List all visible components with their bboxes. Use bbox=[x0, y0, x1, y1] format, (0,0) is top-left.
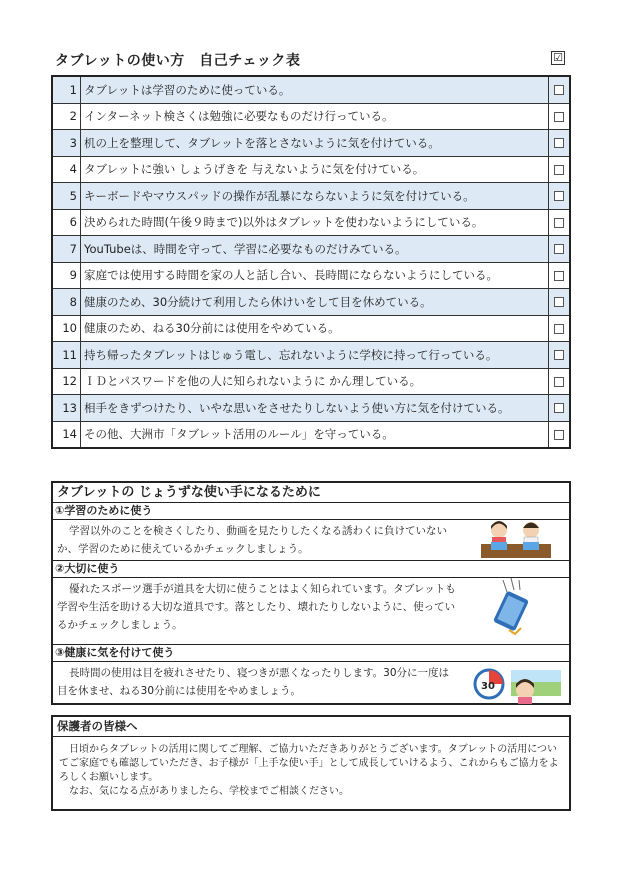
checklist-row bbox=[52, 236, 570, 263]
checklist-row bbox=[52, 289, 570, 316]
parents-notice-box bbox=[51, 715, 571, 811]
checklist-text: 相手をきずつけたり、いやな思いをさせたりしないよう使い方に気を付けている。 bbox=[81, 395, 549, 422]
checklist-row bbox=[52, 315, 570, 342]
parents-paragraph-2: なお、気になる点がありましたら、学校までご相談ください。 bbox=[69, 786, 349, 797]
checkbox[interactable] bbox=[554, 324, 564, 334]
checklist-text: その他、大洲市「タブレット活用のルール」を守っている。 bbox=[81, 421, 549, 448]
checklist-text: 家庭では使用する時間を家の人と話し合い、長時間にならないようにしている。 bbox=[81, 262, 549, 289]
parents-body bbox=[53, 737, 569, 799]
dropped-tablet-illustration bbox=[489, 578, 539, 638]
checklist-number: 8 bbox=[52, 289, 81, 316]
checklist-text: タブレットは学習のために使っている。 bbox=[81, 76, 549, 103]
section-text-study: 学習以外のことを検さくしたり、動画を見たりしたくなる誘わくに負けていないか、学習のために使えているかチェックしましょう。 bbox=[57, 525, 447, 555]
checklist-number: 1 bbox=[52, 76, 81, 103]
checklist-text: タブレットに強い しょうげきを 与えないように気を付けている。 bbox=[81, 156, 549, 183]
section-heading-care: ②大切に使う bbox=[53, 560, 569, 578]
checkbox[interactable] bbox=[554, 138, 564, 148]
checkbox[interactable] bbox=[554, 218, 564, 228]
checklist-row bbox=[52, 342, 570, 369]
parents-paragraph-1: 日頃からタブレットの活用に関してご理解、ご協力いただきありがとうございます。タブレットの活用についてご家庭でも確認していただき、お子様が「上手な使い手」として成長していけるよう、これからもご協力をよろしくお願いします。 bbox=[59, 744, 559, 783]
checkbox[interactable] bbox=[554, 112, 564, 122]
checklist-box-cell bbox=[549, 368, 571, 395]
checklist-box-cell bbox=[549, 262, 571, 289]
checkbox[interactable] bbox=[554, 403, 564, 413]
checkbox[interactable] bbox=[554, 297, 564, 307]
checklist-number: 5 bbox=[52, 183, 81, 210]
checklist-text: インターネット検さくは勉強に必要なものだけ行っている。 bbox=[81, 103, 549, 130]
checklist-box-cell bbox=[549, 209, 571, 236]
checklist-number: 2 bbox=[52, 103, 81, 130]
checklist-text: 健康のため、ねる30分前には使用をやめている。 bbox=[81, 315, 549, 342]
parents-title: 保護者の皆様へ bbox=[53, 717, 569, 737]
self-check-table bbox=[51, 75, 571, 449]
checklist-number: 10 bbox=[52, 315, 81, 342]
eye-rest-timer-illustration bbox=[473, 664, 565, 704]
checklist-number: 12 bbox=[52, 368, 81, 395]
checklist-box-cell bbox=[549, 236, 571, 263]
checklist-number: 11 bbox=[52, 342, 81, 369]
checklist-box-cell bbox=[549, 76, 571, 103]
section-body-study bbox=[53, 520, 569, 560]
checklist-box-cell bbox=[549, 183, 571, 210]
checklist-text: ＩＤとパスワードを他の人に知られないように かん理している。 bbox=[81, 368, 549, 395]
students-with-tablets-illustration bbox=[477, 520, 555, 560]
checklist-row bbox=[52, 183, 570, 210]
checklist-number: 14 bbox=[52, 421, 81, 448]
section-body-health bbox=[53, 662, 569, 706]
checklist-box-cell bbox=[549, 315, 571, 342]
section-heading-study: ①学習のために使う bbox=[53, 503, 569, 520]
section-heading-health: ③健康に気を付けて使う bbox=[53, 644, 569, 662]
checkbox[interactable] bbox=[554, 165, 564, 175]
checklist-box-cell bbox=[549, 156, 571, 183]
checklist-text: 持ち帰ったタブレットはじゅう電し、忘れないように学校に持って行っている。 bbox=[81, 342, 549, 369]
checklist-box-cell bbox=[549, 421, 571, 448]
checkbox[interactable] bbox=[554, 85, 564, 95]
checklist-number: 3 bbox=[52, 130, 81, 157]
checklist-row bbox=[52, 209, 570, 236]
checklist-number: 13 bbox=[52, 395, 81, 422]
checkbox[interactable] bbox=[554, 430, 564, 440]
checklist-row bbox=[52, 395, 570, 422]
checkbox[interactable] bbox=[554, 244, 564, 254]
checkbox[interactable] bbox=[554, 271, 564, 281]
header-checkbox-icon: ☑ bbox=[551, 51, 565, 65]
checkbox[interactable] bbox=[554, 350, 564, 360]
checkbox[interactable] bbox=[554, 191, 564, 201]
checklist-box-cell bbox=[549, 130, 571, 157]
page-title: タブレットの使い方 自己チェック表 bbox=[55, 53, 301, 69]
checklist-text: キーボードやマウスパッドの操作が乱暴にならないように気を付けている。 bbox=[81, 183, 549, 210]
checklist-row bbox=[52, 103, 570, 130]
checklist-row bbox=[52, 76, 570, 103]
checklist-row bbox=[52, 262, 570, 289]
checklist-row bbox=[52, 421, 570, 448]
timer-label: 30 bbox=[481, 681, 495, 692]
checklist-row bbox=[52, 130, 570, 157]
section-text-health: 長時間の使用は目を疲れさせたり、寝つきが悪くなったりします。30分に一度は目を休ませ、ねる30分前には使用をやめましょう。 bbox=[57, 667, 450, 697]
checklist-box-cell bbox=[549, 289, 571, 316]
checklist-row bbox=[52, 368, 570, 395]
checklist-box-cell bbox=[549, 342, 571, 369]
checklist-text: 決められた時間(午後９時まで)以外はタブレットを使わないようにしている。 bbox=[81, 209, 549, 236]
checklist-number: 9 bbox=[52, 262, 81, 289]
tips-box bbox=[51, 481, 571, 705]
checklist-text: 机の上を整理して、タブレットを落とさないように気を付けている。 bbox=[81, 130, 549, 157]
checklist-number: 7 bbox=[52, 236, 81, 263]
checklist-text: YouTubeは、時間を守って、学習に必要なものだけみている。 bbox=[81, 236, 549, 263]
checklist-row bbox=[52, 156, 570, 183]
tips-title: タブレットの じょうずな使い手になるために bbox=[53, 483, 569, 503]
section-body-care bbox=[53, 578, 569, 644]
checklist-number: 4 bbox=[52, 156, 81, 183]
section-text-care: 優れたスポーツ選手が道具を大切に使うことはよく知られています。タブレットも学習や生活を助ける大切な道具です。落としたり、壊れたりしないように、使っているかチェックしましょう。 bbox=[57, 583, 456, 631]
checkbox[interactable] bbox=[554, 377, 564, 387]
checklist-box-cell bbox=[549, 395, 571, 422]
checklist-box-cell bbox=[549, 103, 571, 130]
checklist-text: 健康のため、30分続けて利用したら休けいをして目を休めている。 bbox=[81, 289, 549, 316]
checklist-number: 6 bbox=[52, 209, 81, 236]
